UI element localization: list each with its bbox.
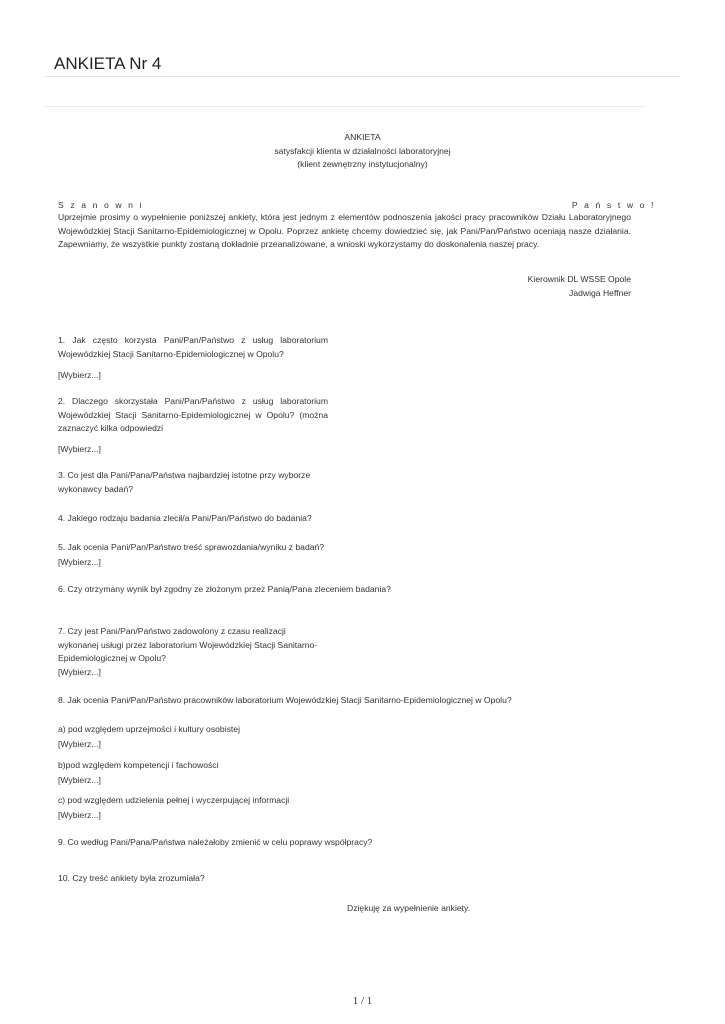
question-4: 4. Jakiego rodzaju badania zlecił/a Pani/Pan/Państwo do badania?: [58, 513, 312, 523]
survey-heading: ANKIETA: [344, 132, 381, 142]
question-2: 2. Dlaczego skorzystała Pani/Pan/Państwo z usług laboratorium Wojewódzkiej Stacji Sanitarno-Epidemiologicznej w Opolu? (można zaznaczyć kilka odpowiedzi: [58, 396, 328, 433]
greeting-left: Szanowni: [58, 200, 149, 210]
question-10: 10. Czy treść ankiety była zrozumiała?: [58, 873, 205, 883]
question-7-select[interactable]: [Wybierz...]: [58, 667, 101, 677]
header-divider: [44, 106, 646, 107]
question-5-select[interactable]: [Wybierz...]: [58, 557, 101, 567]
question-8c: c) pod względem udzielenia pełnej i wyczerpującej informacji: [58, 795, 290, 805]
title-divider: [44, 76, 680, 77]
question-8: 8. Jak ocenia Pani/Pan/Państwo pracowników laboratorium Wojewódzkiej Stacji Sanitarno-Epidemiologicznej w Opolu?: [58, 695, 512, 705]
greeting-right: Państwo!: [571, 200, 660, 210]
question-8a: a) pod względem uprzejmości i kultury osobistej: [58, 724, 240, 734]
question-2-select[interactable]: [Wybierz...]: [58, 444, 101, 454]
question-6: 6. Czy otrzymany wynik był zgodny ze złożonym przez Panią/Pana zleceniem badania?: [58, 584, 391, 594]
question-8b-select[interactable]: [Wybierz...]: [58, 775, 101, 785]
question-8a-select[interactable]: [Wybierz...]: [58, 739, 101, 749]
survey-subheading: satysfakcji klienta w działalności laboratoryjnej: [274, 146, 451, 156]
question-3: 3. Co jest dla Pani/Pana/Państwa najbardziej istotne przy wyborze wykonawcy badań?: [58, 470, 311, 494]
signature-name: Jadwiga Heffner: [569, 288, 631, 298]
thanks-note: Dziękuję za wypełnienie ankiety.: [347, 903, 471, 913]
client-type: (klient zewnętrzny instytucjonalny): [297, 159, 428, 169]
page-counter: 1 / 1: [352, 995, 373, 1007]
question-1: 1. Jak często korzysta Pani/Pan/Państwo z usług laboratorium Wojewódzkiej Stacji Sanitarno-Epidemiologicznej w Opolu?: [58, 335, 328, 359]
question-8c-select[interactable]: [Wybierz...]: [58, 810, 101, 820]
page-title: ANKIETA Nr 4: [54, 54, 162, 73]
question-5: 5. Jak ocenia Pani/Pan/Państwo treść sprawozdania/wyniku z badań?: [58, 542, 325, 552]
intro-paragraph: Uprzejmie prosimy o wypełnienie poniższej ankiety, która jest jednym z elementów podnoszenia jakości pracy pracowników Działu Laboratoryjnego Wojewódzkiej Stacji Sanitarno-Epidemiologicznej w Opolu. Poprzez ankietę chcemy dowiedzieć się, jak Pani/Pan/Państwo oceniają nasze działania. Zapewniamy, że wszystkie punkty zostaną dokładnie przeanalizowane, a wnioski wykorzystamy do doskonalenia naszej pracy.: [58, 212, 631, 249]
question-7: 7. Czy jest Pani/Pan/Państwo zadowolony z czasu realizacji wykonanej usługi przez laboratorium Wojewódzkiej Stacji Sanitarno-Epidemiologicznej w Opolu?: [58, 626, 318, 663]
question-9: 9. Co według Pani/Pana/Państwa należałoby zmienić w celu poprawy współpracy?: [58, 837, 373, 847]
signature-role: Kierownik DL WSSE Opole: [527, 274, 631, 284]
question-8b: b)pod względem kompetencji i fachowości: [58, 760, 219, 770]
question-1-select[interactable]: [Wybierz...]: [58, 370, 101, 380]
